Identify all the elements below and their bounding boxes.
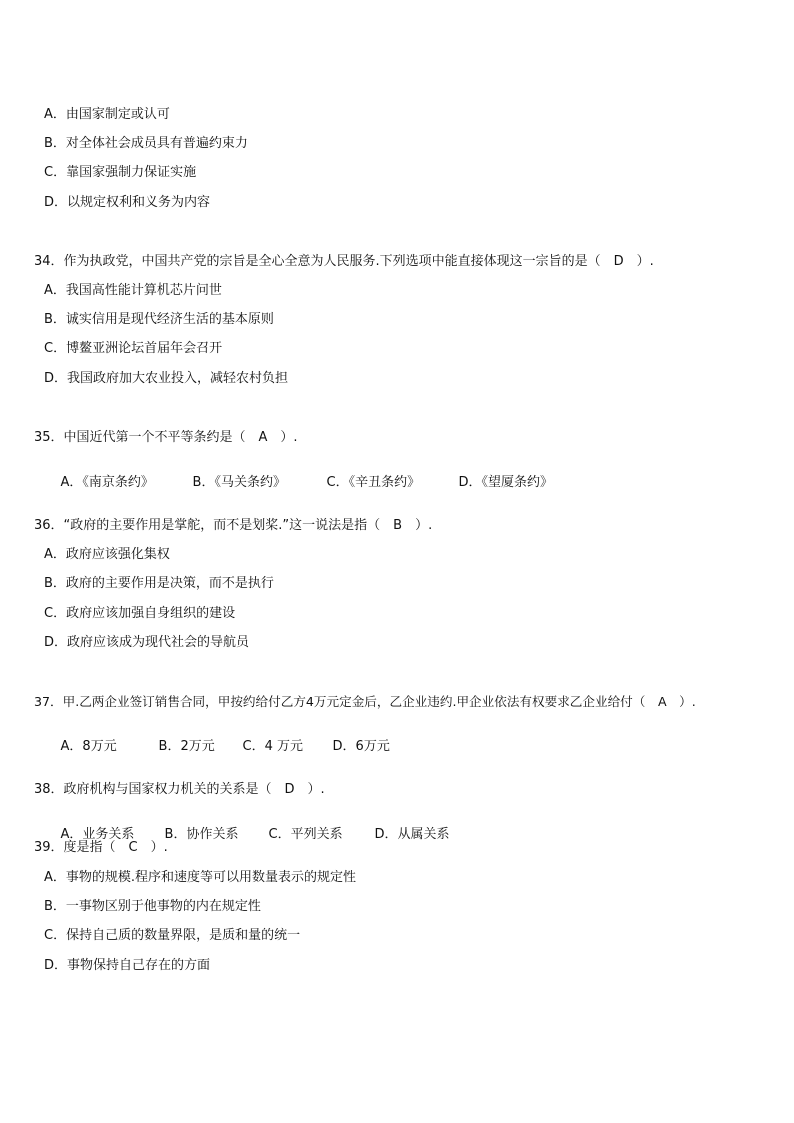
option: A．政府应该强化集权 <box>44 547 170 562</box>
option: C．《辛丑条约》 <box>326 475 421 490</box>
option-row <box>44 459 553 507</box>
option-row <box>44 723 390 771</box>
question-stem: 38．政府机构与国家权力机关的关系是（ D ）. <box>34 782 325 797</box>
option: D．以规定权利和义务为内容 <box>44 195 211 210</box>
option: C．博鳌亚洲论坛首届年会召开 <box>44 341 223 356</box>
option: B．2万元 <box>158 739 215 754</box>
option: B．《马关条约》 <box>192 475 286 490</box>
option: C．靠国家强制力保证实施 <box>44 165 197 180</box>
option: D．我国政府加大农业投入，减轻农村负担 <box>44 371 289 386</box>
option: C．4 万元 <box>242 739 304 754</box>
option: B．协作关系 <box>164 827 239 842</box>
option: B．一事物区别于他事物的内在规定性 <box>44 899 261 914</box>
option: B．政府的主要作用是决策，而不是执行 <box>44 576 274 591</box>
option: C．政府应该加强自身组织的建设 <box>44 606 236 621</box>
option: A．我国高性能计算机芯片问世 <box>44 283 222 298</box>
option: D．事物保持自己存在的方面 <box>44 958 211 973</box>
question-stem: 39．度是指（ C ）. <box>34 840 168 855</box>
option: A．8万元 <box>60 739 117 754</box>
option: B．对全体社会成员具有普遍约束力 <box>44 136 248 151</box>
option: A．由国家制定或认可 <box>44 107 170 122</box>
question-stem: 34．作为执政党，中国共产党的宗旨是全心全意为人民服务.下列选项中能直接体现这一宗旨的是（ D ）. <box>34 254 654 269</box>
option: A．事物的规模.程序和速度等可以用数量表示的规定性 <box>44 870 357 885</box>
option: A．业务关系 <box>60 827 135 842</box>
option: D．政府应该成为现代社会的导航员 <box>44 635 250 650</box>
question-stem: 35．中国近代第一个不平等条约是（ A ）. <box>34 430 298 445</box>
option: D．《望厦条约》 <box>458 475 554 490</box>
option: C．平列关系 <box>268 827 343 842</box>
option: B．诚实信用是现代经济生活的基本原则 <box>44 312 274 327</box>
question-stem: 37．甲.乙两企业签订销售合同，甲按约给付乙方4万元定金后，乙企业违约.甲企业依法有权要求乙企业给付（ A ）. <box>34 694 696 709</box>
question-stem: 36．“政府的主要作用是掌舵，而不是划桨.”这一说法是指（ B ）. <box>34 518 433 533</box>
option: C．保持自己质的数量界限，是质和量的统一 <box>44 928 301 943</box>
option: D．从属关系 <box>374 827 450 842</box>
option: A．《南京条约》 <box>60 475 154 490</box>
option: D．6万元 <box>332 739 390 754</box>
